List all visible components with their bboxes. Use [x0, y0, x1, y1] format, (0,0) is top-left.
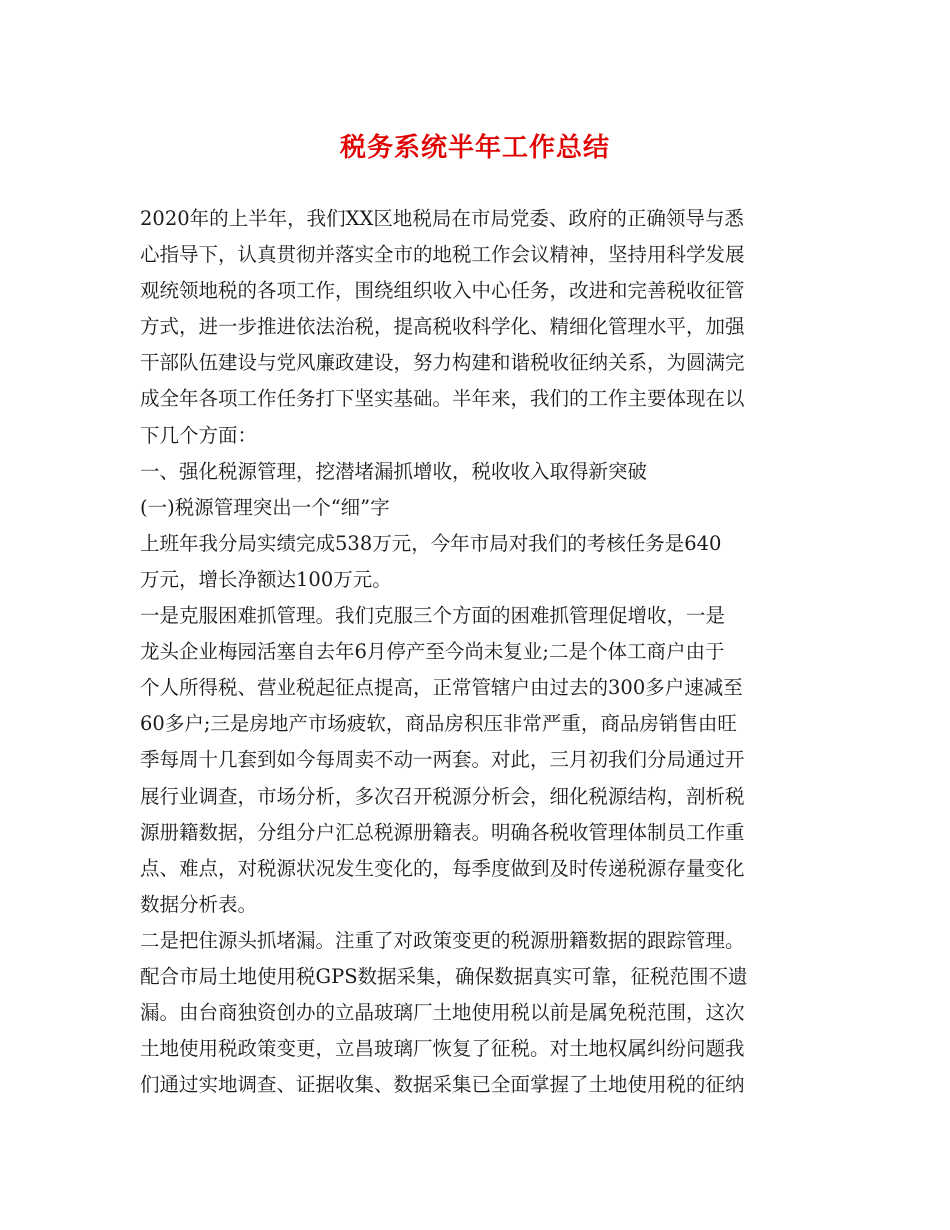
body-line: 下几个方面： — [140, 423, 258, 447]
body-line: 源册籍数据，分组分户汇总税源册籍表。明确各税收管理体制员工作重 — [140, 820, 745, 844]
body-line: 上班年我分局实绩完成538万元，今年市局对我们的考核任务是640 — [140, 531, 722, 555]
body-line: 万元，增长净额达100万元。 — [140, 567, 392, 591]
body-line: 2020年的上半年，我们XX区地税局在市局党委、政府的正确领导与悉 — [140, 207, 744, 230]
body-line: 一是克服困难抓管理。我们克服三个方面的困难抓管理促增收，一是 — [140, 604, 726, 628]
body-line: 一、强化税源管理，挖潜堵漏抓增收，税收收入取得新突破 — [140, 459, 648, 483]
body-line: (一)税源管理突出一个“细”字 — [140, 495, 390, 519]
body-line: 个人所得税、营业税起征点提高，正常管辖户由过去的300多户速减至 — [140, 676, 743, 700]
body-line: 点、难点，对税源状况发生变化的，每季度做到及时传递税源存量变化 — [140, 856, 745, 880]
body-line: 漏。由台商独资创办的立晶玻璃厂土地使用税以前是属免税范围，这次 — [140, 1001, 745, 1025]
body-line: 方式，进一步推进依法治税，提高税收科学化、精细化管理水平，加强 — [140, 315, 745, 339]
body-line: 展行业调查，市场分析，多次召开税源分析会，细化税源结构，剖析税 — [140, 784, 745, 808]
body-line: 观统领地税的各项工作，围绕组织收入中心任务，改进和完善税收征管 — [140, 279, 745, 303]
body-line: 二是把住源头抓堵漏。注重了对政策变更的税源册籍数据的跟踪管理。 — [140, 928, 745, 952]
body-line: 配合市局土地使用税GPS数据采集，确保数据真实可靠，征税范围不遗 — [140, 964, 748, 988]
body-line: 土地使用税政策变更，立昌玻璃厂恢复了征税。对土地权属纠纷问题我 — [140, 1037, 745, 1061]
document-body — [140, 201, 820, 1103]
body-line: 季每周十几套到如今每周卖不动一两套。对此，三月初我们分局通过开 — [140, 748, 745, 772]
body-line: 数据分析表。 — [140, 892, 258, 916]
body-line: 心指导下，认真贯彻并落实全市的地税工作会议精神，坚持用科学发展 — [140, 243, 745, 267]
body-line: 龙头企业梅园活塞自去年6月停产至今尚未复业;二是个体工商户由于 — [140, 640, 725, 664]
body-line: 成全年各项工作任务打下坚实基础。半年来，我们的工作主要体现在以 — [140, 387, 745, 411]
body-line: 干部队伍建设与党风廉政建设，努力构建和谐税收征纳关系，为圆满完 — [140, 351, 745, 375]
body-line: 们通过实地调查、证据收集、数据采集已全面掌握了土地使用税的征纳 — [140, 1073, 745, 1097]
body-line: 60多户;三是房地产市场疲软，商品房积压非常严重，商品房销售由旺 — [140, 712, 737, 736]
document-title: 税务系统半年工作总结 — [339, 133, 610, 163]
